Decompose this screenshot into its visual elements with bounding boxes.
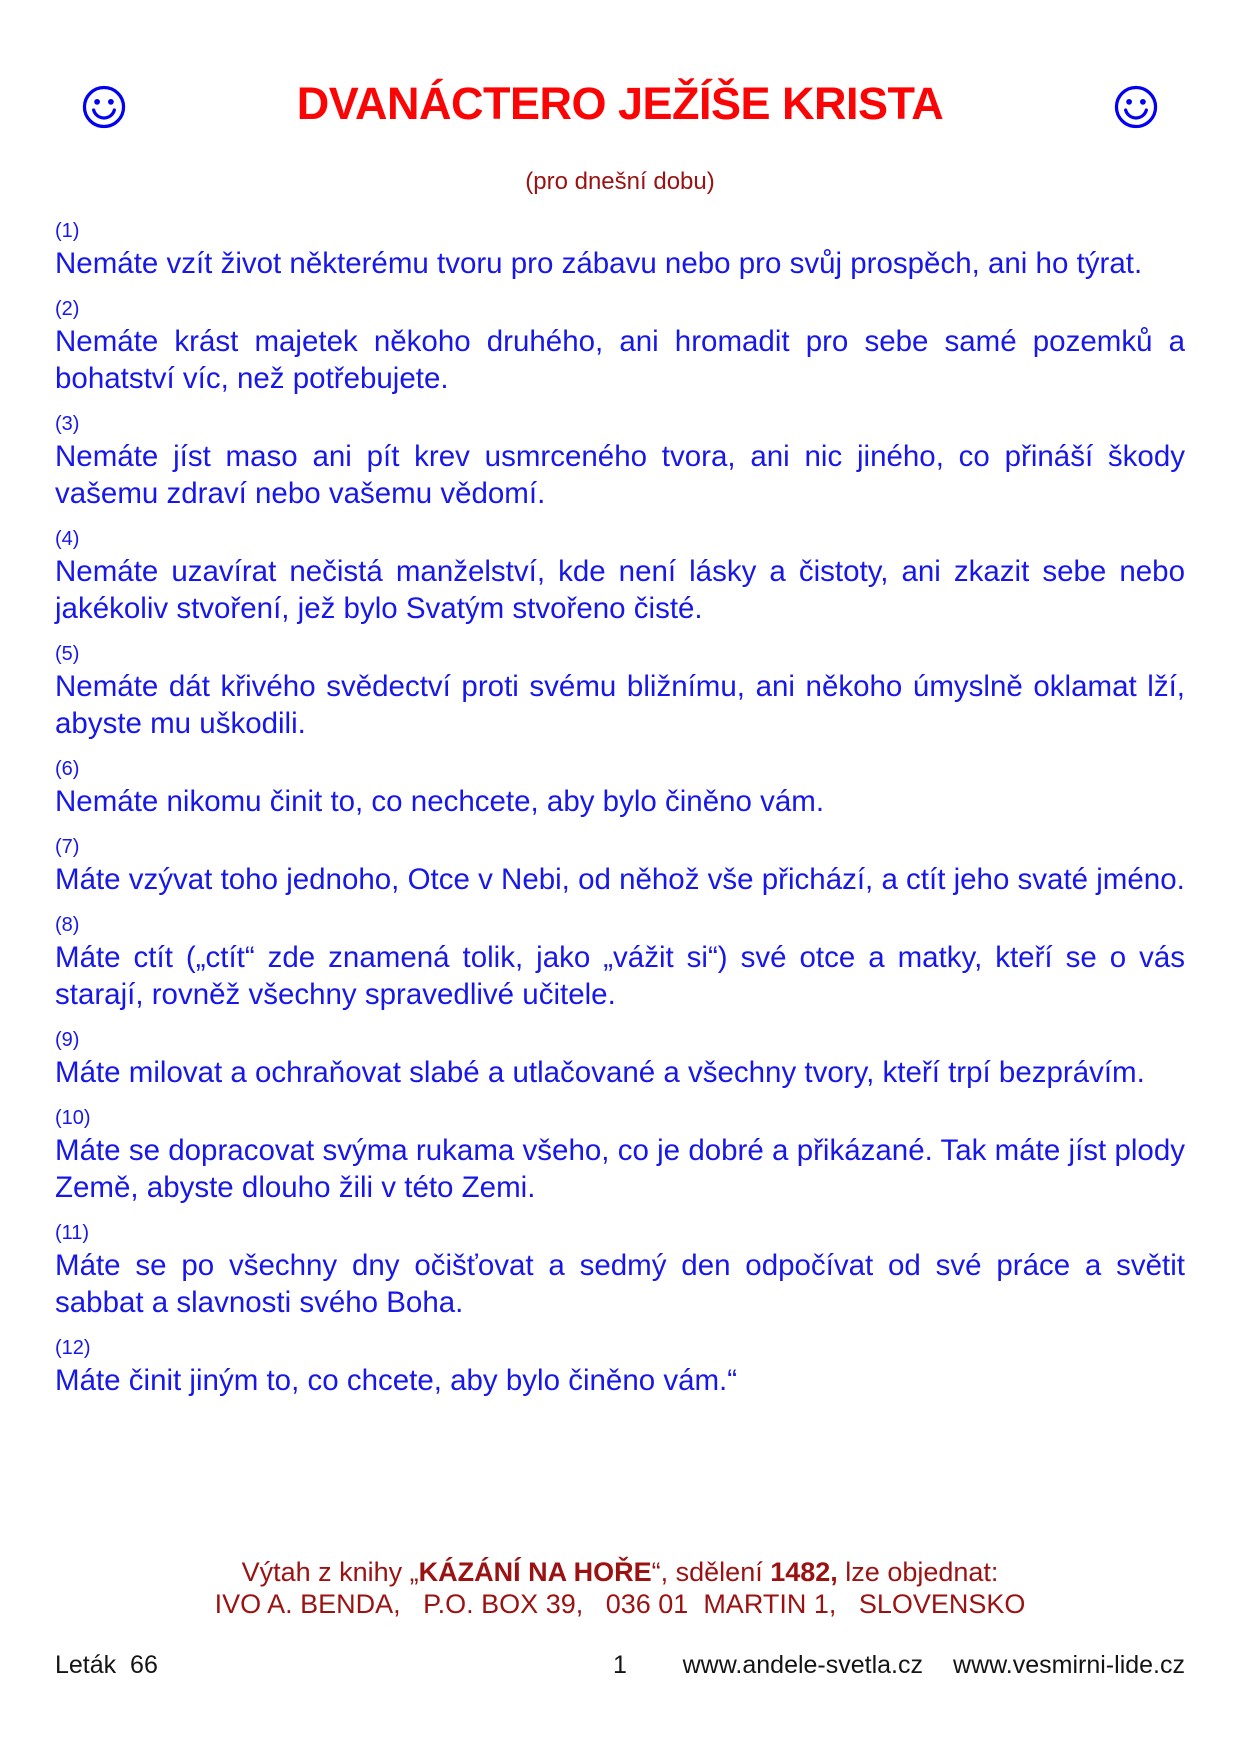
leaflet-number: Leták 66: [55, 1651, 158, 1679]
commandment-number: (4): [55, 528, 80, 550]
commandment-number: (1): [55, 220, 80, 242]
page-number: 1: [613, 1651, 627, 1679]
commandment-item: [55, 220, 1185, 282]
source-text: Výtah z knihy „: [241, 1557, 419, 1587]
commandment-number: (8): [55, 914, 80, 936]
commandment-text: Nemáte uzavírat nečistá manželství, kde není lásky a čistoty, ani zkazit sebe nebo jakékoliv stvoření, jež bylo Svatým stvořeno čisté.: [55, 555, 1185, 625]
commandment-text: Nemáte jíst maso ani pít krev usmrceného tvora, ani nic jiného, co přináší škody vašemu zdraví nebo vašemu vědomí.: [55, 440, 1185, 510]
commandment-text: Nemáte nikomu činit to, co nechcete, aby bylo činěno vám.: [55, 785, 825, 818]
message-number: 1482,: [770, 1557, 838, 1587]
commandment-text: Máte se dopracovat svýma rukama všeho, co je dobré a přikázané. Tak máte jíst plody Země, abyste dlouho žili v této Zemi.: [55, 1134, 1185, 1204]
commandment-number: (5): [55, 643, 80, 665]
commandment-text: Máte činit jiným to, co chcete, aby bylo činěno vám.“: [55, 1364, 738, 1397]
commandment-text: Máte vzývat toho jednoho, Otce v Nebi, od něhož vše přichází, a ctít jeho svaté jméno.: [55, 863, 1185, 896]
commandment-number: (2): [55, 298, 80, 320]
commandment-text: Máte milovat a ochraňovat slabé a utlačované a všechny tvory, kteří trpí bezprávím.: [55, 1056, 1145, 1089]
commandment-item: [55, 758, 1185, 820]
address-line: IVO A. BENDA, P.O. BOX 39, 036 01 MARTIN 1, SLOVENSKO: [214, 1589, 1026, 1619]
commandment-item: [55, 298, 1185, 397]
commandment-number: (7): [55, 836, 80, 858]
commandment-item: [55, 836, 1185, 898]
commandment-item: [55, 413, 1185, 512]
commandment-item: [55, 1107, 1185, 1206]
commandment-text: Máte se po všechny dny očišťovat a sedmý den odpočívat od své práce a světit sabbat a slavnosti svého Boha.: [55, 1249, 1185, 1319]
commandment-item: [55, 1337, 1185, 1399]
commandment-item: [55, 643, 1185, 742]
source-text: “, sdělení: [651, 1557, 771, 1587]
commandment-text: Nemáte krást majetek někoho druhého, ani hromadit pro sebe samé pozemků a bohatství víc, než potřebujete.: [55, 325, 1185, 395]
footer-bar: [55, 1650, 1185, 1680]
commandment-item: [55, 914, 1185, 1013]
website-andele-svetla: www.andele-svetla.cz: [682, 1651, 924, 1679]
websites: [683, 1650, 1185, 1680]
commandment-item: [55, 1222, 1185, 1321]
commandment-number: (9): [55, 1029, 80, 1051]
commandment-number: (6): [55, 758, 80, 780]
source-text: lze objednat:: [837, 1557, 999, 1587]
commandment-number: (3): [55, 413, 80, 435]
page-title: DVANÁCTERO JEŽÍŠE KRISTA: [296, 78, 944, 129]
source-note: [0, 1556, 1240, 1620]
commandment-number: (11): [55, 1222, 90, 1244]
source-note-line1: [0, 1556, 1240, 1588]
website-vesmirni-lide: www.vesmirni-lide.cz: [953, 1651, 1185, 1679]
commandment-number: (10): [55, 1107, 91, 1129]
commandment-text: Máte ctít („ctít“ zde znamená tolik, jako „vážit si“) své otce a matky, kteří se o vás starají, rovněž všechny spravedlivé učitele.: [55, 941, 1185, 1011]
commandment-number: (12): [55, 1337, 91, 1359]
commandments-list: [55, 220, 1185, 1415]
page-subtitle: (pro dnešní dobu): [525, 168, 715, 195]
commandment-text: Nemáte vzít život některému tvoru pro zábavu nebo pro svůj prospěch, ani ho týrat.: [55, 247, 1143, 280]
commandment-item: [55, 1029, 1185, 1091]
commandment-item: [55, 528, 1185, 627]
commandment-text: Nemáte dát křivého svědectví proti svému bližnímu, ani někoho úmyslně oklamat lží, abyste mu uškodili.: [55, 670, 1185, 740]
book-title: KÁZÁNÍ NA HOŘE: [418, 1557, 652, 1587]
